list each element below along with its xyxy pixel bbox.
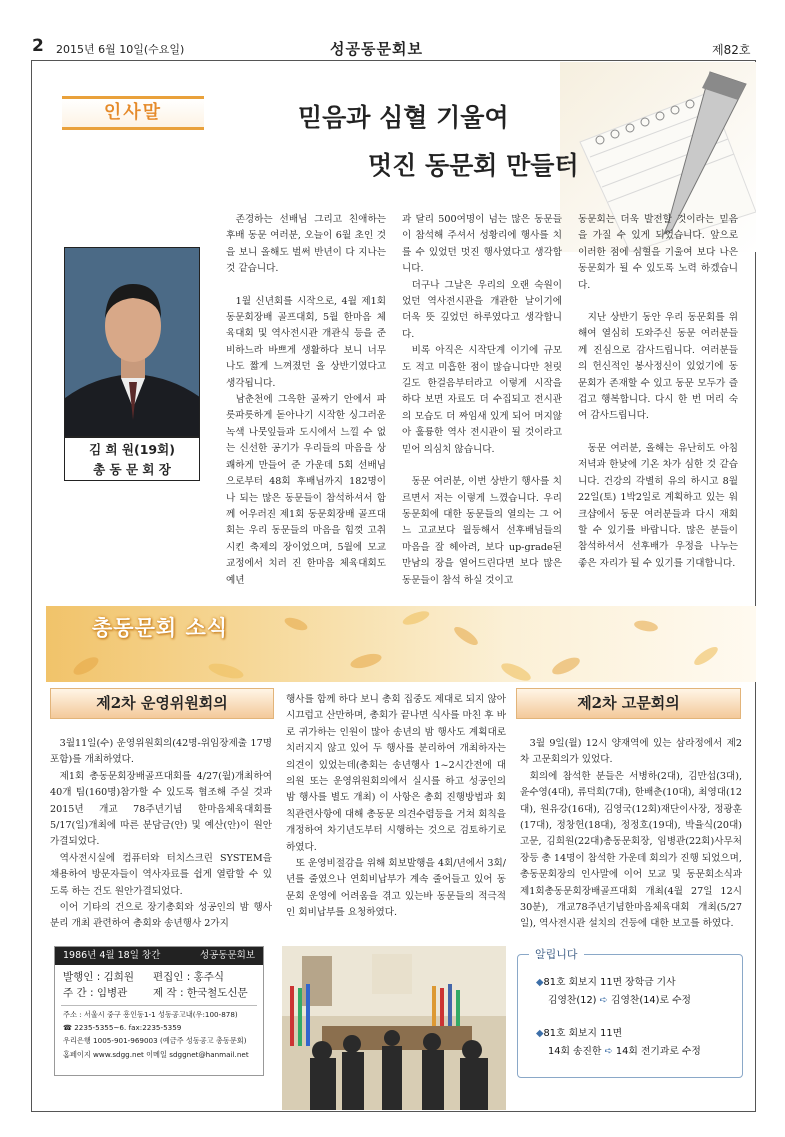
meeting-photo xyxy=(282,946,506,1110)
masthead-box xyxy=(54,946,264,1076)
meeting1-title: 제2차 운영위원회의 xyxy=(50,688,274,719)
paragraph: 3월11일(수) 운영위원회의(42명-위임장제출 17명 포함)를 개최하였다. xyxy=(50,738,272,766)
paragraph: 3월 9일(월) 12시 양재역에 있는 삼라정에서 제2차 고문회의가 있었다. xyxy=(520,738,742,766)
diamond-bullet-icon: ◆ xyxy=(536,1028,544,1039)
page-number: 2 xyxy=(32,36,44,56)
news-banner-title: 총동문회 소식 xyxy=(92,616,229,640)
paragraph: 동문 여러분, 이번 상반기 행사를 치르면서 저는 이렇게 느꼈습니다. 우리 동문회에 대한 동문들의 열의는 그 어느 고교보다 월등해서 선후배님들의 마음을 잘 헤아려, 보다 up-grade된 만남의 장을 열어드린다면 보다 많은 동문들이 참석 하실 것이고 xyxy=(402,476,562,586)
greeting-label-text: 인사말 xyxy=(103,102,163,123)
publisher: 발행인 : 김희원 xyxy=(63,971,135,983)
fix-from: 김영찬(12) xyxy=(548,995,597,1006)
paragraph: 존경하는 선배님 그리고 친애하는 후배 동문 여러분, 오늘이 6월 초인 것을 보니 올해도 벌써 반년이 다 지나는 것 같습니다. xyxy=(226,214,386,275)
masthead-row xyxy=(55,969,263,985)
meeting1-continued-column xyxy=(286,692,506,922)
divider xyxy=(61,1005,257,1006)
paragraph: 비록 아직은 시작단계 이기에 규모도 적고 미흡한 점이 많습니다만 천릿길도 한걸음부터라고 이렇게 시작을 하다 보면 자료도 더 수집되고 전시관의 모습도 더 짜임새 있게 되어 머지않아 훌륭한 역사 전시관이 될 것이라고 믿어 의심치 않습니다. xyxy=(402,345,562,455)
notice-item-1-text: 81호 회보지 11면 장학금 기사 xyxy=(543,977,676,988)
notice-item-2-text: 81호 회보지 11면 xyxy=(543,1028,623,1039)
notice-fix-2 xyxy=(548,1043,701,1061)
paragraph: 남춘천에 그윽한 골짜기 안에서 파릇파릇하게 돋아나기 시작한 싱그러운 녹색 나뭇잎들과 도시에서 느낄 수 없는 신선한 공기가 우리들의 마음을 상쾌하게 만들어 준 가운데 5회 선배님으로부터 48회 후배님까지 182명이나 되는 많은 동문들이 참석하셔서 함께 어우러진 제1회 동문회장배 골프대회는 우리 동문들의 마음을 힘껏 고취시킨 축제의 장이었으며, 5월에 모교 교정에서 치러 진 한마음 체육대회도 예년 xyxy=(226,394,386,586)
president-name: 김 희 원(19회) xyxy=(89,442,175,457)
president-caption xyxy=(64,437,200,481)
greeting-column-3 xyxy=(578,212,738,572)
publication-title: 성공동문회보 xyxy=(330,40,423,58)
manager: 주 간 : 임병관 xyxy=(63,987,128,999)
meeting1-column xyxy=(50,736,272,933)
paragraph: 더구나 그날은 우리의 오랜 숙원이었던 역사전시관을 개관한 날이기에 더욱 뜻 깊었던 하루였다고 생각합니다. xyxy=(402,279,562,340)
greeting-column-1 xyxy=(226,212,386,589)
greeting-section-label xyxy=(62,96,204,130)
paragraph: 동문 여러분, 올해는 유난히도 아침저녁과 한낮에 기온 차가 심한 것 같습니다. 건강의 각별히 유의 하시고 8월 22일(토) 1박2일로 계획하고 있는 워크샵에서 동문 여러분들과 다시 재회 할 수 있기를 바랍니다. 많은 분들이 참석하셔서 선후배가 우정을 나누는 좋은 자리가 될 수 있기를 기대합니다. xyxy=(578,442,738,569)
producer: 제 작 : 한국철도신문 xyxy=(153,987,248,999)
masthead-row xyxy=(55,985,263,1001)
fix-to: 14회 전기과로 수정 xyxy=(615,1046,701,1057)
paragraph: 역사전시실에 컴퓨터와 터치스크린 SYSTEM을 채용하여 방문자들이 역사자료를 쉽게 열람할 수 있도록 하는 건도 원안가결되었다. xyxy=(50,852,272,897)
greeting-column-2 xyxy=(402,212,562,589)
issue-date: 2015년 6월 10일(수요일) xyxy=(56,43,185,56)
arrow-right-icon: ➪ xyxy=(599,995,608,1006)
paragraph: 제1회 총동문회장배골프대회를 4/27(월)개최하여 40개 팀(160명)참가할 수 있도록 협조해 주실 것과 2015년 개교 78주년기념 한마음체육대회를 5/17(일)개최에 따른 분담금(안) 및 예산(안)이 원안가결되었다. xyxy=(50,770,272,848)
president-title: 총 동 문 회 장 xyxy=(93,462,171,477)
headline-line2: 멋진 동문회 만들터 xyxy=(368,151,579,180)
contact-web: 홈페이지 www.sdgg.net 이메일 sdggnet@hanmail.net xyxy=(63,1049,249,1059)
diamond-bullet-icon: ◆ xyxy=(536,977,544,988)
paragraph: 회의에 참석한 분들은 서병하(2대), 김만섭(3대), 윤수영(4대), 류덕희(7대), 한배춘(10대), 최영대(12대), 원유강(16대), 김영국(12회)재단이사장, 정광훈(17대), 정창헌(18대), 정정호(19대), 박율식(20대)고문, 김희원(22대)총동문회장, 임병관(22회)사무처장등 총 14명이 참석한 가운데 회의가 진행 되었으며, 총동문회장의 인사말에 이어 모교 및 동문회소식과 제1회총동문회장배골프대회 개최(4월 27일 12시 30분), 개교78주년기념한마음체육대회 개최(5/27일), 역사전시관 설치의 건등에 대한 보고를 하였다. xyxy=(520,770,742,930)
founded-date: 1986년 4월 18일 창간 xyxy=(63,950,161,961)
meeting2-title: 제2차 고문회의 xyxy=(516,688,741,719)
paragraph: 과 달리 500여명이 넘는 많은 동문들이 참석해 주셔서 성황리에 행사를 치를 수 있었던 멋진 행사였다고 생각합니다. xyxy=(402,214,562,275)
president-portrait xyxy=(64,247,200,437)
notice-item-2 xyxy=(536,1025,622,1043)
headline-line1: 믿음과 심혈 기울여 xyxy=(298,103,509,132)
fix-to: 김영찬(14)로 수정 xyxy=(610,995,691,1006)
paragraph: 또 운영비절감을 위해 회보발행을 4회/년에서 3회/년를 줄였으나 연회비납부가 계속 줄어들고 있어 동문회 운영에 어려움을 겪고 있는바 동문들의 적극적인 회비납부를 요청하였다. xyxy=(286,858,506,919)
notice-title: 알립니다 xyxy=(529,946,584,962)
paragraph: 이어 기타의 건으로 장기총회와 성공인의 밤 행사 분리 개최 관련하여 총회와 송년행사 2가지 xyxy=(50,902,272,930)
editor: 편집인 : 홍주식 xyxy=(153,971,225,983)
notice-fix-1 xyxy=(548,992,691,1010)
paragraph: 지난 상반기 동안 우리 동문회를 위해여 열심히 도와주신 동문 여러분들께 진심으로 감사드립니다. 여러분들의 헌신적인 봉사정신이 있었기에 동문회가 존재할 수 있고 동문 모두가 즐겁고 행복합니다. 다시 한 번 머리 숙여 감사드립니다. xyxy=(578,312,738,422)
meeting2-column xyxy=(520,736,742,933)
notice-item-1 xyxy=(536,974,676,992)
issue-number: 제82호 xyxy=(712,43,751,57)
address: 주소 : 서울시 중구 흥인동1-1 성동공고내(우:100-878) xyxy=(63,1010,238,1019)
paragraph: 동문회는 더욱 발전할 것이라는 믿음을 가질 수 있게 되었습니다. 앞으로 이러한 점에 심혈을 기울여 보다 나은 동문회가 될 수 있도록 노력 하겠습니다. xyxy=(578,214,738,291)
masthead-header xyxy=(55,947,263,965)
arrow-right-icon: ➪ xyxy=(604,1046,613,1057)
paragraph: 행사를 함께 하다 보니 총회 집중도 제대로 되지 않아 시끄럽고 산만하며, 총회가 끝나면 식사를 마친 후 바로 귀가하는 인원이 많아 송년의 밤 행사도 계획대로 치러지지 않고 있어 두 행사를 분리하여 개최하자는 의견이 있었는데(총회는 송년행사 1~2시간전에 대의원 또는 운영위원회의에서 실시를 하고 성공인의 밤 행사를 별도 개최) 이 사항은 총회 진행방법과 회칙관련사항에 대해 총동문 의견수렴등을 거쳐 회칙을 개정하여 차기년도부터 시행하는 것으로 검토하기로 하였다. xyxy=(286,694,506,853)
masthead-name: 성공동문회보 xyxy=(199,950,255,961)
phone: ☎ 2235-5355~6. fax:2235-5359 xyxy=(63,1023,182,1033)
bank-account: 우리은행 1005-901-969003 (예금주 성동공고 총동문회) xyxy=(63,1036,247,1046)
paragraph: 1월 신년회를 시작으로, 4월 제1회 동문회장배 골프대회, 5월 한마음 체육대회 및 역사전시관 개관식 등을 준비하느라 바쁘게 생활하다 보니 너무나도 짧게 느껴졌던 올 상반기였다고 생각됩니다. xyxy=(226,295,386,389)
fix-from: 14회 송진한 xyxy=(548,1046,602,1057)
